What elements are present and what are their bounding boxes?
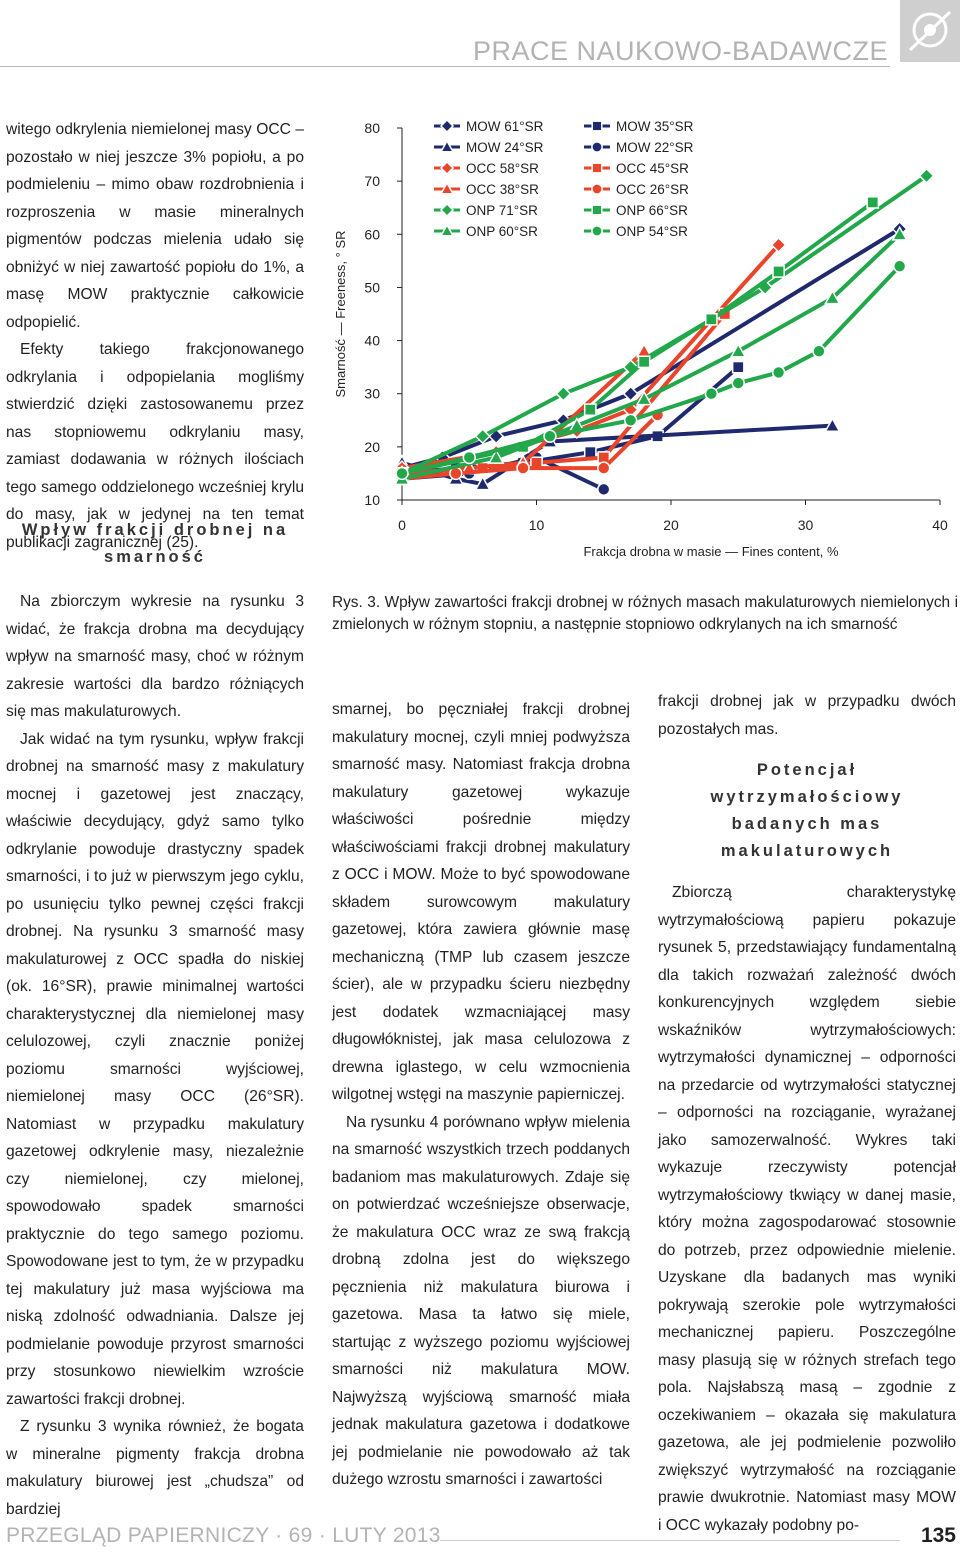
paragraph: Efekty takiego frakcjonowanego odkrylania i odpopielania mogliśmy stwierdzić dzięki zastosowanemu przez nas stopniowemu odkrylaniu masy, zamiast dodawania w różnych ilościach tego samego oddzielonego wcześniej krylu do masy, jak w jedynej na ten temat publikacji zagranicznej (25). [6, 341, 304, 551]
data-point [625, 414, 637, 426]
legend-item [584, 203, 688, 218]
data-point [867, 197, 878, 208]
column-2 [332, 696, 630, 1494]
legend-label: MOW 61°SR [466, 119, 544, 134]
paragraph: Zbiorczą charakterystykę wytrzymałościową papieru pokazuje rysunek 5, przedstawiający fundamentalną dla takich rozważań zależność dwóch konkurencyjnych względem siebie wskaźników wytrzymałościowych: wytrzymałości dynamicznej – odporności na przedarcie od wytrzymałości statycznej – odporności na rozciąganie, wyrażanej jako samozerwalność. Wykres taki wykazuje rzeczywisty potencjał wytrzymałościowy tkwiący w danej masie, który można zagospodarować stosownie do potrzeb, przez odpowiednie mielenie. Uzyskane dla badanych mas wyniki pokrywają szerokie pole wytrzymałości mechanicznej papieru. Poszczególne masy plasują się w różnych strefach tego pola. Najsłabszą masą – zgodnie z oczekiwaniem – okazała się makulatura gazetowa, ale jej podmielenie pozwoliło zwiększyć wytrzymałość na rozciąganie prawie dwukrotnie. Natomiast masy MOW i OCC wykazały podobny po- [658, 884, 956, 1534]
data-point [705, 388, 717, 400]
paragraph: Na rysunku 4 porównano wpływ mielenia na smarność wszystkich trzech poddanych badaniom mas makulaturowych. Zdaje się on potwierdzać wcześniejsze obserwacje, że makulatura OCC wraz ze swą frakcją drobną zdolna jest do większego pęcznienia niż makulatura biurowa i gazetowa. Masa ta łatwo się miele, startując z wyższego poziomu wyjściowej smarności niż makulatura MOW. Najwyższą wyjściową smarność miała jednak makulatura gazetowa i dodatkowe jej podmielanie nie powodowało aż tak dużego wzrostu smarności i zawartości [332, 1113, 630, 1488]
y-tick-label: 80 [364, 120, 380, 136]
data-point [732, 377, 744, 389]
paragraph: smarnej, bo pęczniałej frakcji drobnej makulatury mocnej, czyli mniej podwyższa smarność masy. Natomiast frakcja drobna makulatury gazetowej wykazuje właściwości pośrednie między właściwościami frakcji drobnej makulatury z OCC i MOW. Może to być spowodowane składem surowcowym makulatury gazetowej, która zawiera głównie masę mechaniczną (TMP lub czasem jeszcze ścier), ale w przypadku ścieru niezbędny jest dodatek wzmacniającej masy długowłóknistej, jak masa celulozowa z drewna iglastego, w celu wzmocnienia wilgotnej wstęgi na maszynie papierniczej. [332, 701, 630, 1103]
legend-marker [441, 120, 453, 132]
y-tick-label: 20 [364, 438, 380, 455]
legend-item [584, 182, 689, 197]
legend-item [434, 182, 539, 197]
legend-marker [592, 184, 602, 194]
section-heading-strength: Potencjał wytrzymałościowy badanych mas makulaturowych [710, 761, 904, 860]
x-tick-label: 30 [797, 517, 814, 533]
legend-label: OCC 38°SR [466, 182, 539, 197]
y-tick-label: 10 [364, 492, 380, 508]
data-point [773, 367, 785, 379]
x-axis-label: Frakcja drobna w masie — Fines content, % [583, 544, 839, 559]
journal-footer: PRZEGLĄD PAPIERNICZY · 69 · LUTY 2013 [6, 1524, 441, 1547]
legend-marker [592, 121, 602, 131]
data-point [463, 452, 475, 464]
legend-item [584, 140, 694, 155]
data-point [598, 452, 609, 463]
paragraph: Z rysunku 3 wynika również, że bogata w mineralne pigmenty frakcja drobna makulatury biurowej jest „chudsza” od bardziej [6, 1418, 304, 1518]
column-1-top [6, 116, 304, 556]
legend-label: ONP 66°SR [616, 203, 688, 218]
legend-item [434, 119, 544, 134]
data-point [585, 447, 596, 458]
legend-label: MOW 22°SR [616, 140, 694, 155]
legend-marker [592, 142, 602, 152]
section-title: PRACE NAUKOWO-BADAWCZE [472, 36, 888, 66]
y-tick-label: 60 [364, 226, 380, 243]
series-line [402, 245, 779, 468]
legend [434, 119, 694, 239]
figure-caption: Rys. 3. Wpływ zawartości frakcji drobnej w różnych masach makulaturowych niemielonych i zmielonych w różnym stopniu, a następnie stopniowo odkrylanych na ich smarność [332, 594, 958, 633]
paragraph: Na zbiorczym wykresie na rysunku 3 widać, że frakcja drobna ma decydujący wpływ na smarność masy, choć w różnym zakresie wartości dla bardzo różniących się mas makulaturowych. [6, 593, 304, 720]
legend-label: MOW 24°SR [466, 140, 544, 155]
data-point [517, 462, 529, 474]
y-tick-label: 40 [364, 332, 380, 349]
legend-marker [441, 204, 453, 216]
x-tick-label: 10 [528, 517, 545, 533]
data-point [706, 314, 717, 325]
data-point [585, 404, 596, 415]
x-tick-label: 40 [932, 517, 948, 533]
journal-logo-icon [900, 0, 960, 62]
footer-rule [440, 1540, 900, 1541]
y-tick-label: 30 [364, 385, 380, 402]
legend-marker [592, 163, 602, 173]
column-3 [658, 688, 956, 1539]
data-point [733, 362, 744, 373]
data-point [773, 266, 784, 277]
legend-item [584, 161, 689, 176]
legend-label: ONP 71°SR [466, 203, 538, 218]
paragraph: Jak widać na tym rysunku, wpływ frakcji drobnej na smarność masy z makulatury mocnej i gazetowej jest znaczący, właściwie decydujący, gdyż samo tylko odkrylanie powoduje drastyczny spadek smarności, i to już w pierwszym jego cyklu, po usunięciu tylko pewnej części frakcji drobnej. Na rysunku 3 smarność masy makulaturowej z OCC spadła do niskiej (ok. 16°SR), prawie minimalnej wartości charakterystycznej dla niemielonej masy celulozowej, czyli znacznie poniżej poziomu smarności wyjściowej, niemielonej masy OCC (26°SR). Natomiast w przypadku makulatury gazetowej odkrylenie masy, niezależnie czy niemielonej, czy mielonej, spowodowało spadek smarności praktycznie do tego samego poziomu. Spowodowane jest to tym, że w przypadku tej makulatury już masa wyjściowa ma niską zdolność odwadniania. Dalsze jej podmielanie powoduje przyrost smarności przy stosunkowo niewielkim wzroście zawartości frakcji drobnej. [6, 730, 304, 1408]
legend-label: MOW 35°SR [616, 119, 694, 134]
data-point [894, 260, 906, 272]
paragraph: witego odkrylenia niemielonej masy OCC – pozostało w niej jeszcze 3% popiołu, a po podmieleniu – mimo obaw rozdrobnienia i rozproszenia w masie mineralnych pigmentów podczas mielenia udało się obniżyć w niej zawartość popiołu do 1%, a masę MOW praktycznie całkowicie odpopielić. [6, 121, 304, 331]
data-point [813, 345, 825, 357]
data-point [544, 430, 556, 442]
figure-3-chart [326, 106, 960, 576]
legend-label: ONP 60°SR [466, 224, 538, 239]
x-tick-label: 20 [663, 517, 679, 533]
legend-item [434, 140, 544, 155]
y-axis-label: Smarność — Freeness, ° SR [333, 230, 348, 398]
legend-marker [441, 162, 453, 174]
data-point [556, 387, 570, 401]
section-heading-fines: Wpływ frakcji drobnej na smarność [21, 521, 289, 566]
legend-item [434, 203, 538, 218]
data-point [598, 462, 610, 474]
x-tick-label: 0 [398, 517, 406, 533]
legend-marker [592, 226, 602, 236]
legend-item [434, 224, 538, 239]
legend-item [584, 224, 688, 239]
paragraph: frakcji drobnej jak w przypadku dwóch pozostałych mas. [658, 693, 956, 738]
legend-item [434, 161, 539, 176]
y-tick-label: 70 [364, 173, 380, 190]
legend-item [584, 119, 694, 134]
legend-marker [592, 205, 602, 215]
y-tick-label: 50 [364, 279, 380, 296]
legend-label: OCC 26°SR [616, 182, 689, 197]
data-point [639, 356, 650, 367]
column-1-bottom [6, 588, 304, 1523]
legend-label: OCC 45°SR [616, 161, 689, 176]
data-point [396, 467, 408, 479]
data-point [598, 483, 610, 495]
legend-label: ONP 54°SR [616, 224, 688, 239]
page-number: 135 [920, 1524, 956, 1547]
legend-label: OCC 58°SR [466, 161, 539, 176]
